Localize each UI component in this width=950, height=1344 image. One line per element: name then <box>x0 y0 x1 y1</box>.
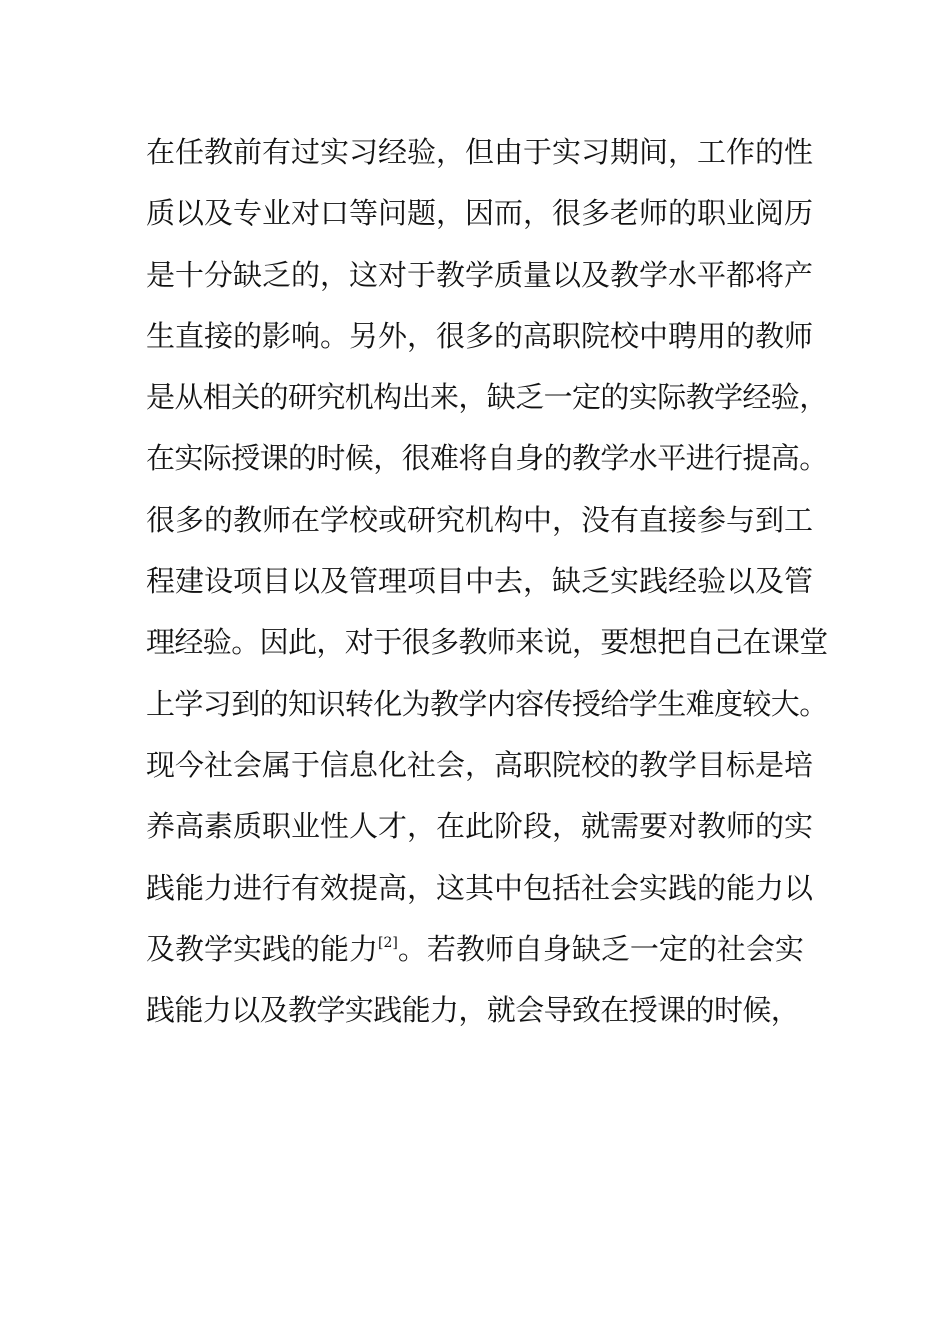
text-line: 上学习到的知识转化为教学内容传授给学生难度较大。 <box>146 686 828 721</box>
text-line: 践能力进行有效提高，这其中包括社会实践的能力以 <box>146 870 814 905</box>
text-line-with-citation <box>146 923 836 984</box>
text-line: 现今社会属于信息化社会，高职院校的教学目标是培 <box>146 747 814 782</box>
text-line: 在任教前有过实习经验，但由于实习期间，工作的性 <box>146 135 814 169</box>
text-line: 养高素质职业性人才，在此阶段，就需要对教师的实 <box>146 809 814 844</box>
text-line: 程建设项目以及管理项目中去，缺乏实践经验以及管 <box>146 564 814 599</box>
text-line: 践能力以及教学实践能力，就会导致在授课的时候， <box>146 993 800 1028</box>
text-line: 是从相关的研究机构出来，缺乏一定的实际教学经验， <box>146 380 828 415</box>
text-line: 很多的教师在学校或研究机构中，没有直接参与到工 <box>146 502 814 537</box>
text-line: 在实际授课的时候，很难将自身的教学水平进行提高。 <box>146 441 828 476</box>
citation-marker: [2] <box>378 934 398 951</box>
body-text <box>146 126 836 1045</box>
text-line: 生直接的影响。另外，很多的高职院校中聘用的教师 <box>146 318 814 353</box>
text-line: 质以及专业对口等问题，因而，很多老师的职业阅历 <box>146 196 814 231</box>
text-segment: 。若教师自身缺乏一定的社会实 <box>397 931 804 966</box>
text-line: 是十分缺乏的，这对于教学质量以及教学水平都将产 <box>146 257 814 292</box>
text-line: 理经验。因此，对于很多教师来说，要想把自己在课堂 <box>146 625 828 660</box>
text-segment: 及教学实践的能力 <box>146 931 379 966</box>
